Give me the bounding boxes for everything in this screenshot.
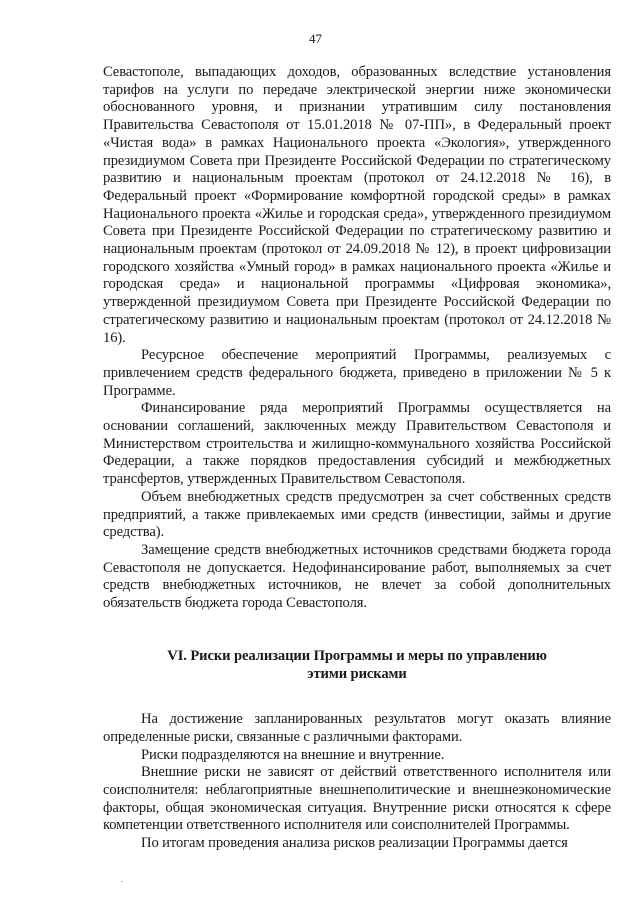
paragraph: Севастополе, выпадающих доходов, образованных вследствие установления тарифов на услуги по передаче электрической энергии ниже экономически обоснованного уровня, и признании утратившим силу постановления Правительства Севастополя от 15.01.2018 № 07-ПП», в Федеральный проект «Чистая вода» в рамках Национального проекта «Экология», утвержденного президиумом Совета при Президенте Российской Федерации по стратегическому развитию и национальным проектам (протокол от 24.12.2018 № 16), в Федеральный проект «Формирование комфортной городской среды» в рамках Национального проекта «Жилье и городская среда», утвержденного президиумом Совета при Президенте Российской Федерации по стратегическому развитию и национальным проектам (протокол от 24.09.2018 № 12), в проект цифровизации городского хозяйства «Умный город» в рамках национального проекта «Жилье и городская среда» и национальной программы «Цифровая экономика», утвержденной президиумом Совета при Президенте Российской Федерации по стратегическому развитию и национальным проектам (протокол от 24.12.2018 № 16). — [103, 64, 611, 346]
scan-mark: . — [121, 875, 123, 884]
paragraph: Финансирование ряда мероприятий Программы осуществляется на основании соглашений, заключенных между Правительством Севастополя и Министерством строительства и жилищно-коммунального хозяйства Российской Федерации, а также порядков предоставления субсидий и межбюджетных трансфертов, утвержденных Правительством Севастополя. — [103, 400, 611, 488]
paragraph: На достижение запланированных результатов могут оказать влияние определенные риски, связанные с различными факторами. — [103, 711, 611, 745]
paragraph: Объем внебюджетных средств предусмотрен за счет собственных средств предприятий, а также привлекаемых ими средств (инвестиции, займы и другие средства). — [103, 488, 611, 541]
document-body — [103, 64, 611, 853]
paragraph: По итогам проведения анализа рисков реализации Программы дается — [141, 835, 568, 852]
paragraph: Замещение средств внебюджетных источников средствами бюджета города Севастополя не допускается. Недофинансирование работ, выполняемых за счет средств внебюджетных источников, не влечет за собой дополнительных обязательств бюджета города Севастополя. — [103, 541, 611, 612]
section-heading-line: VI. Риски реализации Программы и меры по управлению — [167, 647, 547, 664]
paragraph: Ресурсное обеспечение мероприятий Программы, реализуемых с привлечением средств федерального бюджета, приведено в приложении № 5 к Программе. — [103, 347, 611, 399]
section-heading-line: этими рисками — [307, 665, 407, 682]
paragraph: Риски подразделяются на внешние и внутренние. — [141, 746, 445, 763]
paragraph: Внешние риски не зависят от действий ответственного исполнителя или соисполнителя: неблагоприятные внешнеполитические и внешнеэкономические факторы, общая экономическая ситуация. Внутренние риски относятся к сфере компетенции ответственного исполнителя или соисполнителей Программы. — [103, 764, 611, 834]
page-number: 47 — [309, 31, 322, 46]
section-heading — [103, 648, 611, 683]
